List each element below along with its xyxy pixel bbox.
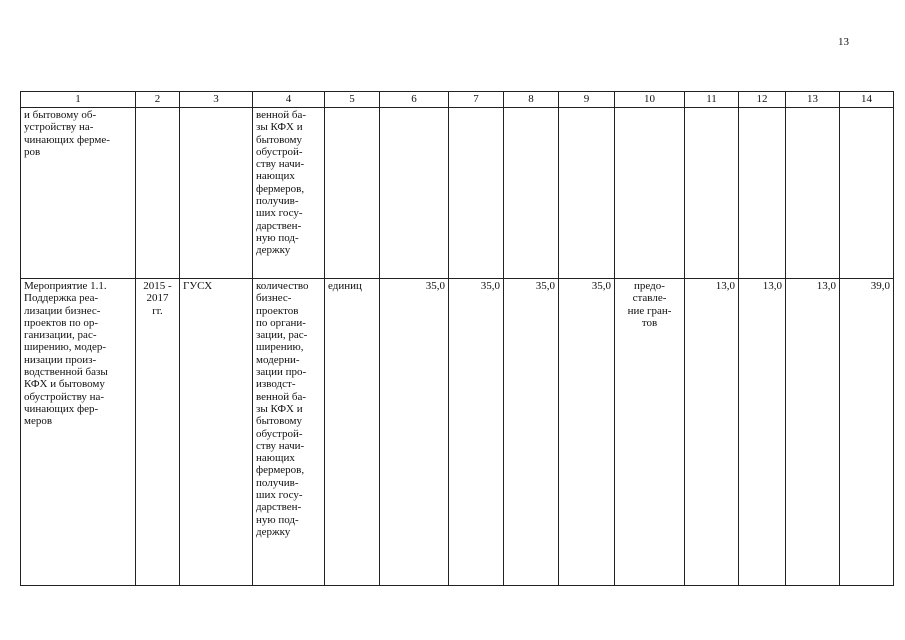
support-form-cell (615, 108, 685, 279)
table-row (21, 279, 894, 586)
header-cell: 11 (685, 92, 739, 108)
value-cell: 35,0 (449, 279, 504, 586)
value-cell (840, 108, 894, 279)
value-cell (504, 108, 559, 279)
value-cell: 35,0 (559, 279, 615, 586)
value-cell: 13,0 (786, 279, 840, 586)
value-cell: 35,0 (380, 279, 449, 586)
header-cell: 7 (449, 92, 504, 108)
period-cell (136, 108, 180, 279)
unit-cell: единиц (325, 279, 380, 586)
header-cell: 9 (559, 92, 615, 108)
period-cell: 2015 - 2017 гг. (136, 279, 180, 586)
value-cell (786, 108, 840, 279)
header-cell: 6 (380, 92, 449, 108)
header-cell: 2 (136, 92, 180, 108)
executor-cell (180, 108, 253, 279)
header-cell: 14 (840, 92, 894, 108)
value-cell (685, 108, 739, 279)
value-cell (739, 108, 786, 279)
header-cell: 8 (504, 92, 559, 108)
value-cell (559, 108, 615, 279)
table-header-row (21, 92, 894, 108)
header-cell: 3 (180, 92, 253, 108)
header-cell: 13 (786, 92, 840, 108)
value-cell: 39,0 (840, 279, 894, 586)
value-cell (449, 108, 504, 279)
indicator-name-cell: венной ба- зы КФХ и бытовому обустрой- ству начи- нающих фермеров, получив- ших госу- дарствен- ную под- держку (253, 108, 325, 279)
value-cell: 13,0 (739, 279, 786, 586)
value-cell (380, 108, 449, 279)
header-cell: 4 (253, 92, 325, 108)
measures-table (20, 91, 894, 586)
indicator-name-cell: количество бизнес- проектов по органи- зации, рас- ширению, модерни- зации про- изводст- венной ба- зы КФХ и бытовому обустрой- ству начи- нающих фермеров, получив- ших госу- дарствен- ную под- держку (253, 279, 325, 586)
header-cell: 5 (325, 92, 380, 108)
support-form-cell: предо- ставле- ние гран- тов (615, 279, 685, 586)
unit-cell (325, 108, 380, 279)
value-cell: 13,0 (685, 279, 739, 586)
header-cell: 10 (615, 92, 685, 108)
executor-cell: ГУСХ (180, 279, 253, 586)
page-number: 13 (838, 36, 849, 48)
table-row (21, 108, 894, 279)
measure-name-cell: и бытовому об- устройству на- чинающих ферме- ров (21, 108, 136, 279)
header-cell: 12 (739, 92, 786, 108)
value-cell: 35,0 (504, 279, 559, 586)
header-cell: 1 (21, 92, 136, 108)
measure-name-cell: Мероприятие 1.1. Поддержка реа- лизации бизнес- проектов по ор- ганизации, рас- ширению, модер- низации произ- водственной базы КФХ и бытовому обустройству на- чинающих фер- меров (21, 279, 136, 586)
